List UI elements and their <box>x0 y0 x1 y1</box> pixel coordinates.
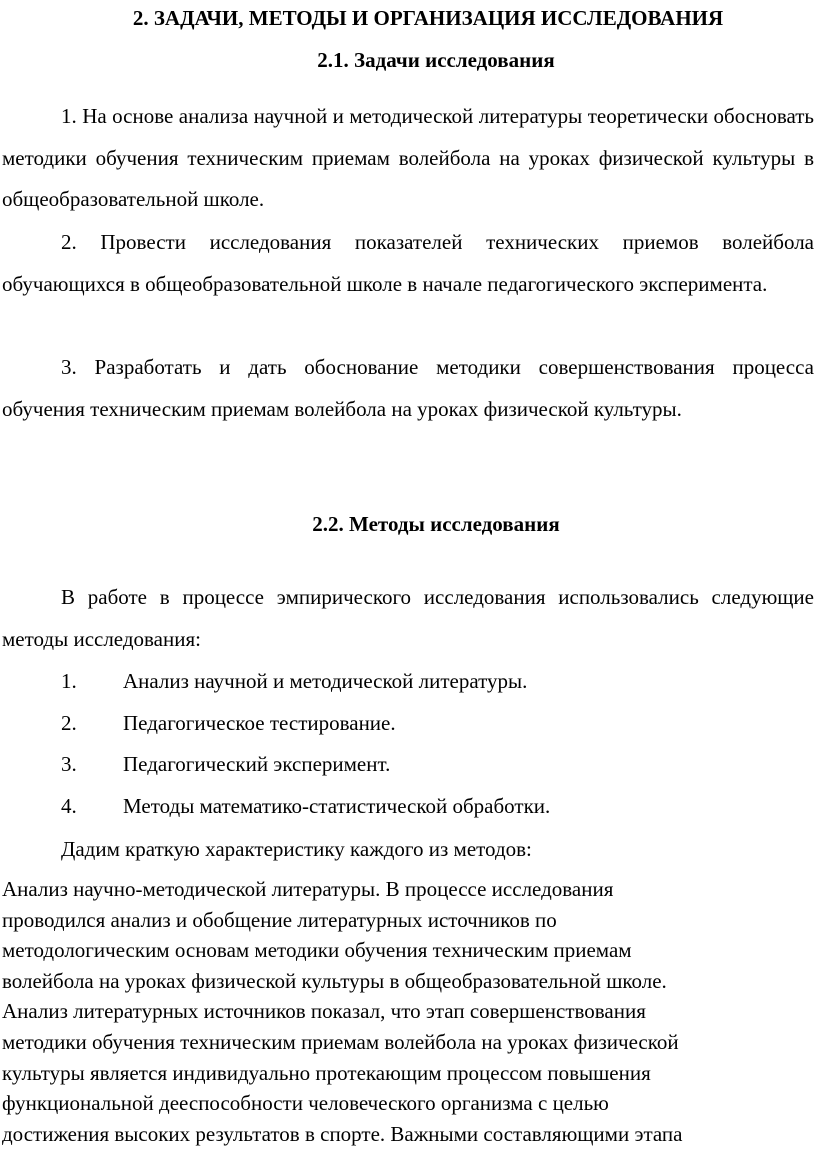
description-line: методологическим основам методики обучения техническим приемам <box>2 938 632 963</box>
methods-intro-paragraph: В работе в процессе эмпирического исследования использовались следующие методы исследования: <box>2 585 814 651</box>
list-item <box>0 744 816 786</box>
subsection-tasks-title: 2.1. Задачи исследования <box>317 48 555 72</box>
description-line: Анализ научно-методической литературы. В процессе исследования <box>2 877 614 901</box>
list-item-number: 1. <box>61 669 77 693</box>
list-item-text: Методы математико-статистической обработки. <box>123 793 551 818</box>
list-item-text: Анализ научной и методической литературы. <box>123 669 528 693</box>
list-item-number: 2. <box>61 710 77 735</box>
description-line: Анализ литературных источников показал, что этап совершенствования <box>2 999 646 1024</box>
section-title: 2. ЗАДАЧИ, МЕТОДЫ И ОРГАНИЗАЦИЯ ИССЛЕДОВАНИЯ <box>132 6 724 30</box>
list-item <box>0 786 816 828</box>
description-line: методики обучения техническим приемам волейбола на уроках физической <box>2 1029 679 1054</box>
task-paragraph-1: 1. На основе анализа научной и методической литературы теоретически обосновать методики обучения техническим приемам волейбола на уроках физической культуры в общеобразовательной школе. <box>2 104 814 211</box>
description-line: волейбола на уроках физической культуры в общеобразовательной школе. <box>2 968 667 993</box>
list-item <box>0 703 816 745</box>
description-line: культуры является индивидуально протекающим процессом повышения <box>2 1060 651 1085</box>
list-item <box>0 661 816 703</box>
description-line: проводился анализ и обобщение литературных источников по <box>2 907 557 932</box>
task-paragraph-3: 3. Разработать и дать обоснование методики совершенствования процесса обучения техническим приемам волейбола на уроках физической культуры. <box>2 355 814 421</box>
literature-analysis-description <box>2 874 792 1149</box>
subsection-methods-title: 2.2. Методы исследования <box>312 512 560 536</box>
list-item-text: Педагогическое тестирование. <box>123 710 396 735</box>
description-line: функциональной дееспособности человеческого организма с целью <box>2 1091 609 1116</box>
description-line: достижения высоких результатов в спорте. Важными составляющими этапа <box>2 1121 683 1146</box>
list-item-number: 3. <box>61 752 77 776</box>
summary-intro-paragraph: Дадим краткую характеристику каждого из методов: <box>61 837 532 861</box>
list-item-text: Педагогический эксперимент. <box>123 752 391 776</box>
list-item-number: 4. <box>61 793 77 818</box>
task-paragraph-2: 2. Провести исследования показателей технических приемов волейбола обучающихся в общеобразовательной школе в начале педагогического эксперимента. <box>2 230 814 296</box>
methods-list <box>0 661 816 827</box>
